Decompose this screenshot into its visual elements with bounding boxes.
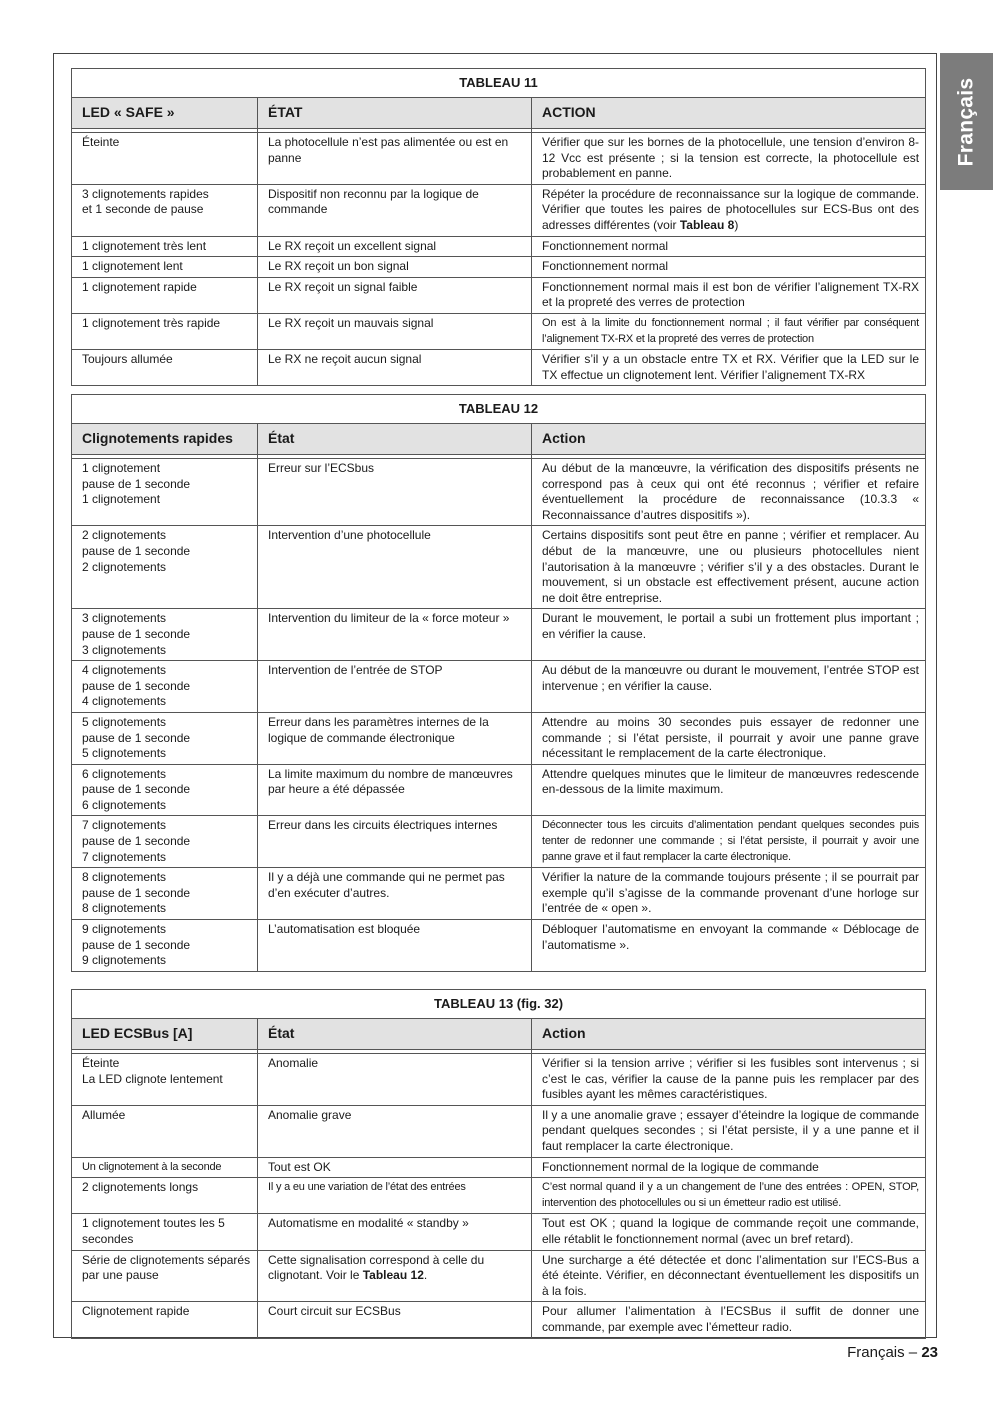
table-13-header-led: LED ECSBus [A] — [72, 1019, 258, 1050]
table-11-header-led: LED « SAFE » — [72, 98, 258, 129]
table-row: 1 clignotement rapide Le RX reçoit un signal faible Fonctionnement normal mais il est bon de vérifier l’alignement TX-RX et la propreté des verres de protection — [72, 277, 926, 313]
table-row: 1 clignotement pause de 1 seconde 1 clignotement Erreur sur l’ECSbus Au début de la manœuvre, la vérification des dispositifs présents ne correspond pas à ceux qui ont été reconnus ; vérifier et refaire éventuellement la procédure de reconnaissance (10.3.3 « Reconnaissance d’autres dispositifs »). — [72, 459, 926, 526]
table-row: 1 clignotement lent Le RX reçoit un bon signal Fonctionnement normal — [72, 257, 926, 278]
table-13-header-etat: État — [258, 1019, 532, 1050]
page-footer — [847, 1344, 938, 1361]
language-side-tab-label: Français — [954, 77, 978, 166]
table-12-header-action: Action — [532, 424, 926, 455]
table-row: Allumée Anomalie grave Il y a une anomalie grave ; essayer d’éteindre la logique de commande pendant quelques secondes ; si l’état persiste, il y a une panne et il faut remplacer la carte électronique. — [72, 1105, 926, 1157]
table-row: 1 clignotement toutes les 5 secondes Automatisme en modalité « standby » Tout est OK ; quand la logique de commande reçoit une commande, elle rétablit le fonctionnement normal (avec un bref retard). — [72, 1214, 926, 1250]
table-12-header-clignotements: Clignotements rapides — [72, 424, 258, 455]
table-13 — [71, 989, 926, 1339]
table-row: Éteinte La photocellule n’est pas alimentée ou est en panne Vérifier que sur les bornes de la photocellule, une tension d’environ 8-12 Vcc est présente ; si la tension est correcte, la photocellule est probablement en panne. — [72, 133, 926, 185]
table-12-title: TABLEAU 12 — [72, 395, 926, 424]
table-row: 3 clignotements pause de 1 seconde 3 clignotements Intervention du limiteur de la « force moteur » Durant le mouvement, le portail a subi un frottement plus important ; en vérifier la cause. — [72, 609, 926, 661]
table-row: 8 clignotements pause de 1 seconde 8 clignotements Il y a déjà une commande qui ne permet pas d’en exécuter d’autres. Vérifier la nature de la commande toujours présente ; il se pourrait par exemple qu’il s’agisse de la commande provenant d’une horloge sur l’entrée de « open ». — [72, 868, 926, 920]
table-row: Série de clignotements séparés par une pause Cette signalisation correspond à celle du clignotant. Voir le Tableau 12. Une surcharge a été détectée et donc l’alimentation sur l’ECS-Bus a été éteinte. Vérifier, en déconnectant éventuellement les dispositifs un à la fois. — [72, 1250, 926, 1302]
table-row: 3 clignotements rapides et 1 seconde de pause Dispositif non reconnu par la logique de commande Répéter la procédure de reconnaissance sur la logique de commande. Vérifier que toutes les paires de photocellules sur ECS-Bus ont des adresses différentes (voir Tableau 8) — [72, 184, 926, 236]
footer-language: Français – — [847, 1344, 922, 1361]
table-row: 1 clignotement très rapide Le RX reçoit un mauvais signal On est à la limite du fonctionnement normal ; il faut vérifier par conséquent l’alignement TX-RX et la propreté des verres de protection — [72, 313, 926, 349]
table-row: Toujours allumée Le RX ne reçoit aucun signal Vérifier s’il y a un obstacle entre TX et RX. Vérifier que la LED sur le TX effectue un clignotement lent. Vérifier l’alignement TX-RX — [72, 350, 926, 386]
table-12 — [71, 394, 926, 972]
table-row: 6 clignotements pause de 1 seconde 6 clignotements La limite maximum du nombre de manœuvres par heure a été dépassée Attendre quelques minutes que le limiteur de manœuvres redescende en-dessous de la limite maximum. — [72, 764, 926, 816]
table-11-header-etat: ÉTAT — [258, 98, 532, 129]
table-row: Un clignotement à la seconde Tout est OK Fonctionnement normal de la logique de commande — [72, 1157, 926, 1178]
table-11 — [71, 68, 926, 386]
language-side-tab — [940, 53, 993, 190]
table-row: Éteinte La LED clignote lentement Anomalie Vérifier si la tension arrive ; vérifier si les fusibles sont intervenus ; si c’est le cas, vérifier la cause de la panne puis les remplacer par des fusibles ayant les mêmes caractéristiques. — [72, 1054, 926, 1106]
table-row: 4 clignotements pause de 1 seconde 4 clignotements Intervention de l’entrée de STOP Au début de la manœuvre ou durant le mouvement, l’entrée STOP est intervenue ; en vérifier la cause. — [72, 661, 926, 713]
table-11-header-action: ACTION — [532, 98, 926, 129]
page-number: 23 — [921, 1344, 938, 1361]
table-12-header-etat: État — [258, 424, 532, 455]
table-13-header-action: Action — [532, 1019, 926, 1050]
table-13-title: TABLEAU 13 (fig. 32) — [72, 990, 926, 1019]
table-row: 9 clignotements pause de 1 seconde 9 clignotements L’automatisation est bloquée Débloquer l’automatisme en envoyant la commande « Déblocage de l’automatisme ». — [72, 920, 926, 972]
table-row: 2 clignotements pause de 1 seconde 2 clignotements Intervention d’une photocellule Certains dispositifs sont peut être en panne ; vérifier et remplacer. Au début de la manœuvre, une ou plusieurs photocellules nient l’autorisation à la manœuvre ; vérifier s’il y a des obstacles. Durant le mouvement, si un obstacle est effectivement présent, aucune action ne doit être entreprise. — [72, 526, 926, 609]
table-11-title: TABLEAU 11 — [72, 69, 926, 98]
table-row: Clignotement rapide Court circuit sur ECSBus Pour allumer l’alimentation à l’ECSBus il suffit de donner une commande, par exemple avec l’émetteur radio. — [72, 1302, 926, 1338]
table-row: 2 clignotements longs Il y a eu une variation de l’état des entrées C’est normal quand il y a un changement de l’une des entrées : OPEN, STOP, intervention des photocellules ou si un émetteur radio est utilisé. — [72, 1178, 926, 1214]
table-row: 5 clignotements pause de 1 seconde 5 clignotements Erreur dans les paramètres internes de la logique de commande électronique Attendre au moins 30 secondes puis essayer de redonner une commande ; si l’état persiste, il pourrait y avoir une panne grave nécessitant le remplacement de la carte électronique. — [72, 712, 926, 764]
table-row: 1 clignotement très lent Le RX reçoit un excellent signal Fonctionnement normal — [72, 236, 926, 257]
table-row: 7 clignotements pause de 1 seconde 7 clignotements Erreur dans les circuits électriques internes Déconnecter tous les circuits d’alimentation pendant quelques secondes puis tenter de redonner une commande ; si l’état persiste, il pourrait y avoir une panne grave et il faut remplacer la carte électronique. — [72, 816, 926, 868]
